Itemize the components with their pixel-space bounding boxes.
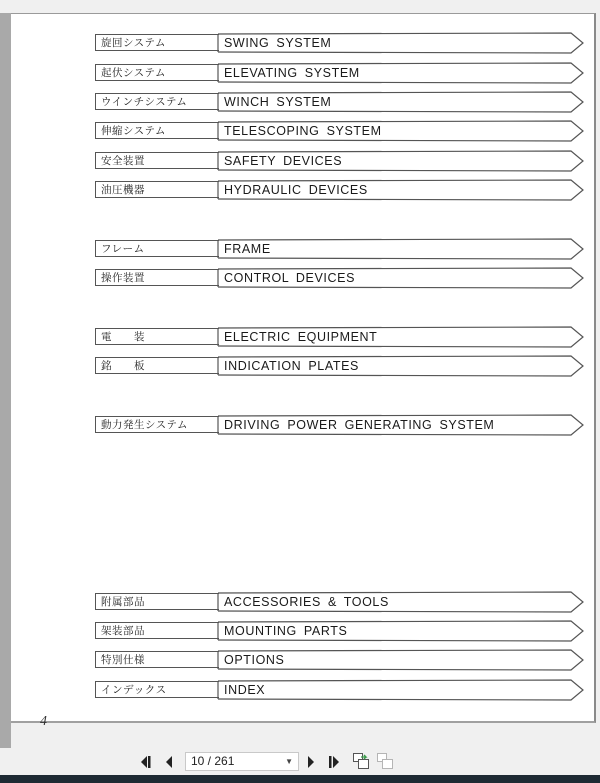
section-link[interactable]	[95, 34, 585, 53]
previous-page-icon	[164, 754, 174, 770]
first-page-button[interactable]	[140, 754, 154, 770]
section-link[interactable]	[95, 93, 585, 112]
section-label-jp: インデックス	[95, 681, 219, 698]
section-label-jp: 銘 板	[95, 357, 219, 374]
section-label-jp: 油圧機器	[95, 181, 219, 198]
page-indicator: 10 / 261	[191, 754, 235, 768]
section-label-en: ELEVATING SYSTEM	[224, 66, 360, 80]
section-label-jp: 安全装置	[95, 152, 219, 169]
viewer-gutter	[0, 13, 11, 748]
compare-page-button[interactable]	[376, 752, 394, 768]
section-label-jp: 操作装置	[95, 269, 219, 286]
section-label-jp: ウインチシステム	[95, 93, 219, 110]
section-link[interactable]	[95, 416, 585, 435]
section-label-en: INDICATION PLATES	[224, 359, 359, 373]
section-label-jp: 電 装	[95, 328, 219, 345]
navigation-toolbar	[0, 748, 600, 775]
section-label-en: INDEX	[224, 683, 266, 697]
last-page-icon	[328, 754, 342, 770]
section-link[interactable]	[95, 181, 585, 200]
last-page-button[interactable]	[328, 754, 342, 770]
section-label-en: SAFETY DEVICES	[224, 154, 343, 168]
section-label-en: DRIVING POWER GENERATING SYSTEM	[224, 418, 495, 432]
section-label-jp: 伸縮システム	[95, 122, 219, 139]
section-link[interactable]	[95, 122, 585, 141]
section-link[interactable]	[95, 269, 585, 288]
copy-page-icon	[352, 752, 370, 770]
section-label-en: OPTIONS	[224, 653, 285, 667]
section-link[interactable]	[95, 651, 585, 670]
section-link[interactable]	[95, 357, 585, 376]
chevron-down-icon: ▼	[285, 757, 293, 766]
section-link[interactable]	[95, 240, 585, 259]
compare-page-icon	[376, 752, 394, 770]
copy-page-button[interactable]	[352, 752, 370, 768]
section-label-en: SWING SYSTEM	[224, 36, 332, 50]
section-label-jp: 起伏システム	[95, 64, 219, 81]
section-link[interactable]	[95, 152, 585, 171]
section-label-jp: 附属部品	[95, 593, 219, 610]
first-page-icon	[140, 754, 154, 770]
section-label-jp: 架装部品	[95, 622, 219, 639]
section-label-jp: 動力発生システム	[95, 416, 219, 433]
section-label-en: MOUNTING PARTS	[224, 624, 348, 638]
section-label-en: HYDRAULIC DEVICES	[224, 183, 368, 197]
section-link[interactable]	[95, 328, 585, 347]
section-label-en: WINCH SYSTEM	[224, 95, 332, 109]
section-label-en: CONTROL DEVICES	[224, 271, 356, 285]
section-label-jp: 特別仕様	[95, 651, 219, 668]
previous-page-button[interactable]	[164, 754, 174, 770]
section-label-jp: 旋回システム	[95, 34, 219, 51]
page-selector[interactable]	[185, 752, 299, 771]
section-link[interactable]	[95, 622, 585, 641]
page-number: 4	[40, 714, 47, 729]
document-page	[11, 13, 596, 729]
section-label-en: FRAME	[224, 242, 271, 256]
next-page-button[interactable]	[306, 754, 316, 770]
section-label-jp: フレーム	[95, 240, 219, 257]
section-link[interactable]	[95, 593, 585, 612]
next-page-icon	[306, 754, 316, 770]
section-label-en: ACCESSORIES & TOOLS	[224, 595, 389, 609]
section-link[interactable]	[95, 64, 585, 83]
section-label-en: TELESCOPING SYSTEM	[224, 124, 382, 138]
taskbar	[0, 775, 600, 783]
section-link[interactable]	[95, 681, 585, 700]
section-label-en: ELECTRIC EQUIPMENT	[224, 330, 378, 344]
